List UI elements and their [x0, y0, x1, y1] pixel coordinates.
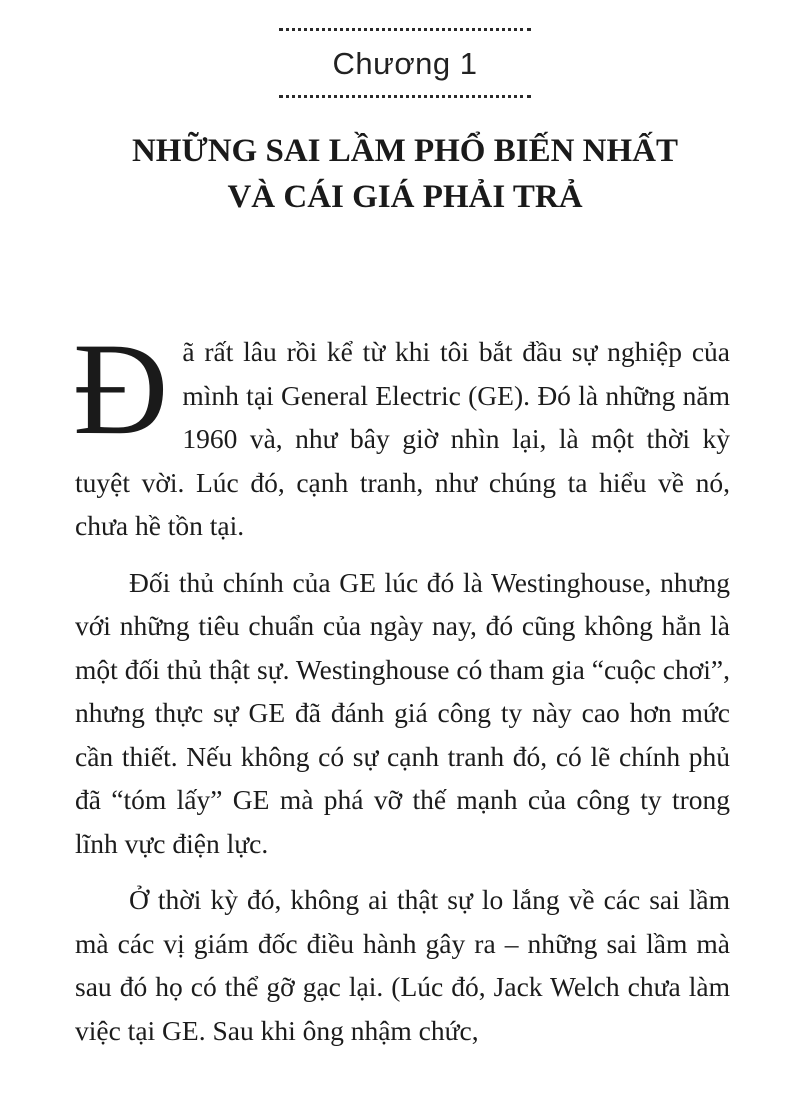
- chapter-title-line-2: VÀ CÁI GIÁ PHẢI TRẢ: [227, 179, 583, 215]
- paragraph-3: Ở thời kỳ đó, không ai thật sự lo lắng về các sai lầm mà các vị giám đốc điều hành gây ra – những sai lầm mà sau đó họ có thể gỡ gạc lại. (Lúc đó, Jack Welch chưa làm việc tại GE. Sau khi ông nhậm chức,: [75, 884, 730, 1046]
- bottom-dotted-divider: [279, 95, 531, 98]
- chapter-header: [0, 28, 810, 98]
- body-text: [73, 315, 730, 1065]
- drop-cap: Đ: [73, 315, 169, 462]
- chapter-title-line-1: NHỮNG SAI LẦM PHỔ BIẾN NHẤT: [131, 133, 679, 169]
- chapter-title: [0, 128, 810, 220]
- paragraph-2: Đối thủ chính của GE lúc đó là Westinghouse, nhưng với những tiêu chuẩn của ngày nay, đó cũng không hẳn là một đối thủ thật sự. Westinghouse có tham gia “cuộc chơi”, nhưng thực sự GE đã đánh giá công ty này cao hơn mức cần thiết. Nếu không có sự cạnh tranh đó, có lẽ chính phủ đã “tóm lấy” GE mà phá vỡ thế mạnh của công ty trong lĩnh vực điện lực.: [75, 566, 730, 859]
- chapter-label: Chương 1: [332, 46, 478, 81]
- paragraph-1: [73, 315, 730, 548]
- paragraph-1-text: ã rất lâu rồi kể từ khi tôi bắt đầu sự nghiệp của mình tại General Electric (GE). Đó là những năm 1960 và, như bây giờ nhìn lại, là một thời kỳ tuyệt vời. Lúc đó, cạnh tranh, như chúng ta hiểu về nó, chưa hề tồn tại.: [75, 336, 730, 541]
